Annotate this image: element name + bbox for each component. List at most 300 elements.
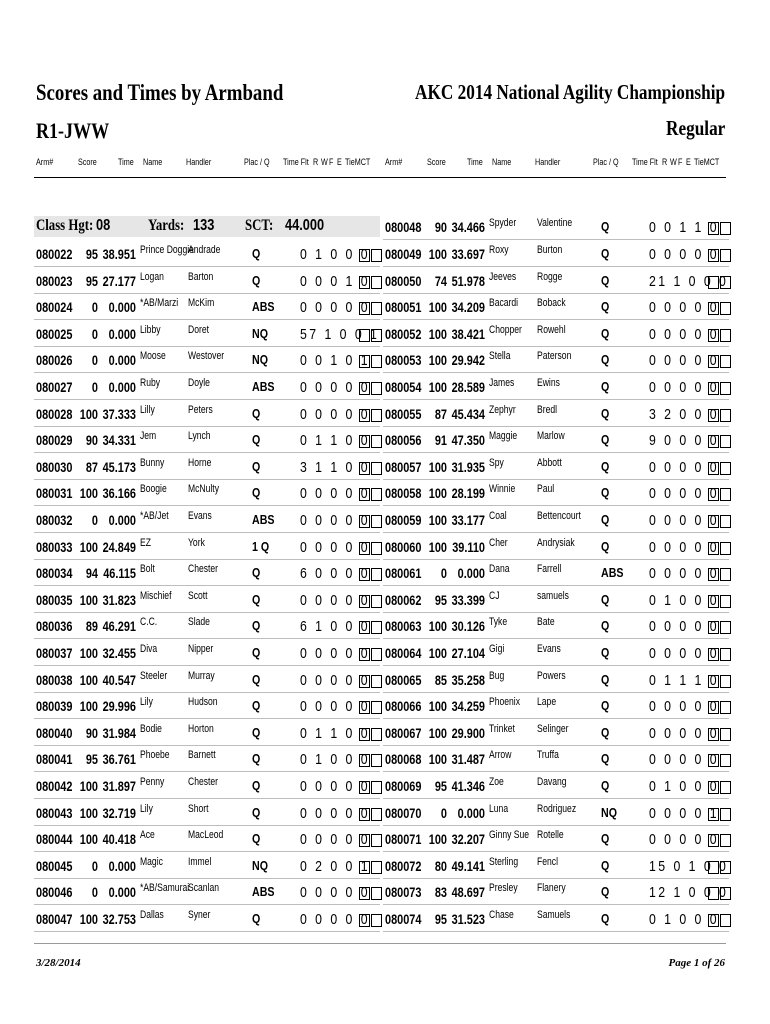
- tie-checkboxes: [358, 461, 382, 479]
- table-row: [34, 374, 380, 400]
- armband-number: 080065: [385, 671, 422, 688]
- handler-name: Valentine: [537, 217, 573, 230]
- score: 90: [434, 219, 447, 236]
- tie-checkboxes: [358, 487, 382, 505]
- table-row: [34, 800, 380, 826]
- fault-counts: 0 0 0 0 0: [300, 485, 371, 503]
- score: 100: [79, 538, 98, 555]
- column-header: Arm#: [385, 157, 403, 167]
- run-time: 29.900: [451, 724, 485, 741]
- fault-counts: 0 0 0 0 0: [649, 325, 720, 343]
- column-header: F: [678, 157, 683, 167]
- armband-number: 080063: [385, 618, 422, 635]
- placement-q: Q: [252, 618, 261, 634]
- score: 100: [428, 379, 447, 395]
- armband-number: 080042: [36, 778, 73, 794]
- fault-counts: 0 0 0 0 0: [649, 645, 720, 662]
- fault-counts: 0 0 0 0 0: [300, 645, 371, 662]
- dog-name: Arrow: [489, 749, 512, 762]
- score: 87: [434, 405, 447, 422]
- score: 95: [434, 778, 447, 794]
- tie-checkboxes: [707, 674, 731, 692]
- handler-name: Doret: [188, 323, 209, 336]
- run-time: 39.110: [452, 538, 485, 555]
- tie-checkboxes: [707, 886, 731, 904]
- tie-checkboxes: [358, 727, 382, 745]
- placement-q: Q: [601, 458, 610, 474]
- fault-counts: 0 0 0 0 0: [300, 538, 371, 556]
- tie-checkboxes: [707, 301, 731, 319]
- score: 100: [79, 591, 98, 608]
- run-time: 40.547: [102, 671, 136, 688]
- armband-number: 080049: [385, 246, 422, 262]
- run-time: 28.199: [451, 485, 485, 502]
- table-row: [383, 294, 729, 320]
- fault-counts: 0 0 0 0 0: [649, 831, 720, 849]
- dog-name: Bacardi: [489, 297, 519, 310]
- score: 0: [91, 512, 98, 528]
- armband-number: 080044: [36, 831, 73, 848]
- dog-name: Bunny: [140, 456, 165, 469]
- run-time: 0.000: [108, 857, 136, 874]
- handler-name: Chester: [188, 776, 219, 788]
- armband-number: 080031: [36, 485, 73, 502]
- column-header: Arm#: [36, 157, 54, 167]
- handler-name: Boback: [537, 297, 566, 310]
- armband-number: 080053: [385, 352, 422, 369]
- run-time: 32.753: [102, 911, 136, 927]
- score: 100: [79, 778, 98, 794]
- handler-name: Powers: [537, 669, 566, 682]
- table-row: [34, 427, 380, 453]
- run-time: 31.935: [451, 458, 485, 475]
- run-time: 51.978: [451, 272, 485, 289]
- armband-number: 080059: [385, 512, 422, 528]
- dog-name: CJ: [489, 589, 500, 602]
- run-time: 27.104: [451, 645, 485, 661]
- column-header: W: [321, 157, 328, 167]
- run-time: 0.000: [108, 884, 136, 901]
- handler-name: McKim: [188, 297, 215, 310]
- handler-name: Peters: [188, 403, 213, 416]
- score: 100: [428, 645, 447, 661]
- table-row: [383, 427, 729, 453]
- column-header: Name: [143, 157, 163, 167]
- table-row: [34, 613, 380, 639]
- armband-number: 080055: [385, 405, 422, 422]
- table-row: [34, 321, 380, 347]
- armband-number: 080062: [385, 591, 422, 608]
- tie-checkboxes: [358, 753, 382, 771]
- placement-q: Q: [601, 512, 610, 527]
- dog-name: Jem: [140, 430, 157, 443]
- tie-checkboxes: [707, 567, 731, 585]
- fault-counts: 0 0 0 0 0: [649, 299, 720, 317]
- fault-counts: 0 0 0 0 0: [300, 591, 371, 609]
- fault-counts: 0 0 0 0 0: [300, 911, 371, 928]
- table-row: [383, 773, 729, 799]
- handler-name: Abbott: [537, 456, 562, 469]
- dog-name: Lily: [140, 802, 153, 815]
- placement-q: ABS: [252, 379, 275, 394]
- table-row: [383, 720, 729, 746]
- placement-q: Q: [601, 751, 610, 767]
- armband-number: 080038: [36, 671, 73, 688]
- dog-name: Spy: [489, 456, 504, 469]
- score: 100: [428, 512, 447, 528]
- armband-number: 080032: [36, 512, 73, 528]
- run-time: 33.177: [451, 512, 485, 528]
- dog-name: Lilly: [140, 403, 155, 416]
- run-time: 24.849: [102, 538, 136, 555]
- run-time: 33.697: [451, 246, 485, 262]
- run-time: 29.996: [102, 698, 136, 715]
- fault-counts: 0 0 0 0 0: [300, 884, 371, 902]
- tie-checkboxes: [358, 780, 382, 798]
- score: 94: [85, 565, 98, 582]
- armband-number: 080058: [385, 485, 422, 502]
- placement-q: 1 Q: [252, 538, 270, 554]
- score: 100: [79, 645, 98, 661]
- header-divider: [34, 177, 726, 178]
- run-time: 34.209: [451, 299, 485, 316]
- dog-name: *AB/Samurai: [140, 882, 190, 895]
- run-time: 0.000: [108, 299, 136, 316]
- placement-q: Q: [601, 299, 610, 315]
- dog-name: Bodie: [140, 722, 162, 735]
- placement-q: Q: [601, 831, 610, 847]
- column-header: Score: [427, 157, 446, 167]
- score: 85: [434, 671, 447, 688]
- fault-counts: 0 0 0 0 0: [300, 299, 371, 317]
- column-header: Time: [118, 157, 134, 167]
- column-header: E: [337, 157, 342, 167]
- score: 100: [428, 246, 447, 262]
- score: 90: [85, 432, 98, 449]
- score: 0: [91, 884, 98, 901]
- score: 90: [85, 724, 98, 741]
- placement-q: Q: [252, 432, 261, 448]
- run-time: 0.000: [457, 804, 485, 821]
- score: 100: [428, 751, 447, 768]
- run-time: 31.523: [451, 911, 485, 927]
- table-row: [383, 374, 729, 400]
- handler-name: Selinger: [537, 722, 569, 735]
- fault-counts: 15 0 1 0 0: [649, 857, 729, 875]
- class-height-value: 08: [96, 217, 111, 234]
- fault-counts: 3 2 0 0 0: [649, 405, 720, 423]
- tie-checkboxes: [358, 700, 382, 718]
- table-row: [383, 879, 729, 905]
- placement-q: Q: [601, 857, 610, 873]
- tie-checkboxes: [707, 514, 731, 532]
- handler-name: Flanery: [537, 882, 566, 895]
- table-row: [383, 268, 729, 294]
- table-row: [383, 613, 729, 639]
- tie-checkboxes: [358, 381, 382, 399]
- placement-q: Q: [601, 219, 610, 235]
- placement-q: Q: [601, 325, 610, 341]
- tie-checkboxes: [707, 807, 731, 825]
- dog-name: *AB/Jet: [140, 510, 169, 522]
- armband-number: 080045: [36, 857, 73, 874]
- placement-q: Q: [252, 405, 261, 421]
- armband-number: 080039: [36, 698, 73, 715]
- table-row: [34, 294, 380, 320]
- column-header: TieMCT: [694, 157, 720, 167]
- table-row: [383, 853, 729, 879]
- run-time: 29.942: [451, 352, 485, 369]
- run-time: 34.331: [102, 432, 136, 449]
- table-row: [34, 534, 380, 560]
- run-time: 35.258: [451, 671, 485, 688]
- handler-name: Short: [188, 802, 209, 815]
- tie-checkboxes: [358, 913, 382, 931]
- run-time: 45.434: [451, 405, 485, 422]
- run-time: 46.291: [102, 618, 136, 635]
- tie-checkboxes: [358, 833, 382, 851]
- column-header: Handler: [186, 157, 212, 167]
- armband-number: 080066: [385, 698, 422, 715]
- table-row: [34, 773, 380, 799]
- dog-name: Steeler: [140, 669, 168, 682]
- table-row: [34, 560, 380, 586]
- fault-counts: 0 0 0 0 0: [300, 405, 371, 423]
- score: 100: [428, 724, 447, 741]
- handler-name: Farrell: [537, 563, 562, 576]
- placement-q: Q: [601, 352, 610, 368]
- column-header: TieMCT: [345, 157, 371, 167]
- dog-name: Gigi: [489, 643, 505, 655]
- table-row: [383, 241, 729, 267]
- tie-checkboxes: [707, 594, 731, 612]
- table-row: [383, 746, 729, 772]
- dog-name: Spyder: [489, 217, 517, 230]
- run-time: 31.897: [102, 778, 136, 794]
- dog-name: Zoe: [489, 776, 504, 788]
- placement-q: Q: [601, 272, 610, 288]
- fault-counts: 0 0 0 0 0: [649, 698, 720, 716]
- fault-counts: 0 0 0 1 0: [300, 272, 371, 290]
- run-time: 0.000: [108, 352, 136, 369]
- sct-value: 44.000: [285, 217, 325, 234]
- class-code: R1-JWW: [36, 118, 110, 143]
- score: 95: [85, 751, 98, 768]
- handler-name: Lynch: [188, 430, 211, 443]
- armband-number: 080070: [385, 804, 422, 821]
- tie-checkboxes: [707, 541, 731, 559]
- fault-counts: 0 1 0 0 0: [649, 911, 720, 928]
- score: 0: [91, 299, 98, 316]
- placement-q: Q: [601, 538, 610, 554]
- score: 100: [79, 804, 98, 821]
- table-row: [383, 693, 729, 719]
- handler-name: Immel: [188, 855, 212, 868]
- run-time: 40.418: [102, 831, 136, 848]
- column-header: Handler: [535, 157, 561, 167]
- score: 100: [428, 538, 447, 555]
- dog-name: Bolt: [140, 563, 155, 576]
- handler-name: Burton: [537, 244, 563, 256]
- yards-value: 133: [193, 217, 215, 234]
- table-row: [34, 879, 380, 905]
- table-row: [383, 587, 729, 613]
- dog-name: Dallas: [140, 909, 164, 921]
- table-row: [34, 454, 380, 480]
- score: 100: [428, 458, 447, 475]
- fault-counts: 0 1 0 0 0: [649, 591, 720, 609]
- tie-checkboxes: [707, 408, 731, 426]
- run-time: 49.141: [451, 857, 485, 874]
- handler-name: Barton: [188, 270, 214, 283]
- placement-q: Q: [252, 671, 261, 687]
- score: 100: [428, 485, 447, 502]
- table-row: [383, 560, 729, 586]
- table-row: [34, 746, 380, 772]
- dog-name: Winnie: [489, 483, 516, 496]
- run-time: 38.951: [102, 246, 136, 262]
- armband-number: 080047: [36, 911, 73, 927]
- armband-number: 080033: [36, 538, 73, 555]
- tie-checkboxes: [358, 514, 382, 532]
- run-time: 32.719: [102, 804, 136, 821]
- table-row: [383, 534, 729, 560]
- tie-checkboxes: [358, 567, 382, 585]
- armband-number: 080060: [385, 538, 422, 555]
- handler-name: Marlow: [537, 430, 565, 443]
- dog-name: EZ: [140, 536, 151, 549]
- placement-q: Q: [252, 645, 261, 660]
- score: 100: [79, 405, 98, 422]
- placement-q: Q: [601, 591, 610, 607]
- fault-counts: 0 0 0 0 0: [649, 352, 720, 370]
- fault-counts: 0 0 0 0 0: [300, 379, 371, 396]
- tie-checkboxes: [707, 913, 731, 931]
- armband-number: 080034: [36, 565, 73, 582]
- armband-number: 080029: [36, 432, 73, 449]
- column-header: R: [313, 157, 319, 167]
- dog-name: Cher: [489, 536, 508, 549]
- dog-name: Ginny Sue: [489, 829, 530, 842]
- run-time: 31.823: [102, 591, 136, 608]
- fault-counts: 0 2 0 0 1: [300, 857, 371, 875]
- dog-name: Maggie: [489, 430, 518, 443]
- placement-q: ABS: [601, 565, 624, 581]
- placement-q: Q: [601, 671, 610, 687]
- handler-name: Hudson: [188, 696, 218, 709]
- handler-name: Westover: [188, 350, 225, 363]
- handler-name: Fencl: [537, 855, 558, 868]
- tie-checkboxes: [707, 221, 731, 239]
- dog-name: Phoenix: [489, 696, 521, 709]
- dog-name: Zephyr: [489, 403, 516, 416]
- fault-counts: 0 0 0 0 0: [649, 246, 720, 263]
- tie-checkboxes: [707, 461, 731, 479]
- armband-number: 080023: [36, 272, 73, 289]
- yards-label: Yards:: [148, 217, 185, 234]
- placement-q: Q: [601, 618, 610, 634]
- placement-q: Q: [252, 458, 261, 474]
- table-row: [34, 401, 380, 427]
- armband-number: 080067: [385, 724, 422, 741]
- column-header: Name: [492, 157, 512, 167]
- tie-checkboxes: [358, 328, 382, 346]
- column-header: Plac / Q: [593, 157, 619, 167]
- tie-checkboxes: [358, 860, 382, 878]
- table-row: [383, 906, 729, 932]
- dog-name: Presley: [489, 882, 518, 895]
- dog-name: Phoebe: [140, 749, 170, 762]
- handler-name: Slade: [188, 616, 210, 629]
- dog-name: Tyke: [489, 616, 508, 629]
- tie-checkboxes: [707, 833, 731, 851]
- tie-checkboxes: [707, 753, 731, 771]
- placement-q: Q: [252, 831, 261, 847]
- fault-counts: 0 0 0 0 0: [300, 831, 371, 849]
- dog-name: Penny: [140, 776, 165, 788]
- score: 100: [428, 698, 447, 715]
- tie-checkboxes: [358, 301, 382, 319]
- handler-name: Davang: [537, 776, 567, 788]
- handler-name: Bredl: [537, 403, 558, 416]
- tie-checkboxes: [707, 860, 731, 878]
- score: 0: [91, 857, 98, 874]
- run-time: 34.466: [451, 219, 485, 236]
- placement-q: NQ: [252, 352, 268, 368]
- tie-checkboxes: [358, 275, 382, 293]
- fault-counts: 0 0 0 0 0: [649, 751, 720, 769]
- handler-name: Horton: [188, 722, 214, 735]
- handler-name: York: [188, 536, 205, 549]
- fault-counts: 0 1 1 1 0: [649, 671, 720, 689]
- tie-checkboxes: [358, 541, 382, 559]
- armband-number: 080028: [36, 405, 73, 422]
- armband-number: 080030: [36, 458, 73, 475]
- placement-q: Q: [601, 379, 610, 394]
- dog-name: Diva: [140, 643, 158, 655]
- row-divider: [34, 931, 380, 932]
- dog-name: C.C.: [140, 616, 158, 629]
- dog-name: *AB/Marzi: [140, 297, 179, 310]
- placement-q: ABS: [252, 512, 275, 527]
- armband-number: 080050: [385, 272, 422, 289]
- score: 0: [440, 565, 447, 582]
- score: 100: [79, 831, 98, 848]
- table-row: [34, 667, 380, 693]
- placement-q: ABS: [252, 299, 275, 315]
- tie-checkboxes: [707, 381, 731, 399]
- armband-number: 080057: [385, 458, 422, 475]
- score: 100: [428, 325, 447, 342]
- handler-name: Evans: [537, 643, 561, 655]
- fault-counts: 6 0 0 0 0: [300, 565, 371, 583]
- column-header: Time Flt: [283, 157, 309, 167]
- fault-counts: 0 0 0 0 1: [649, 804, 720, 822]
- tie-checkboxes: [358, 248, 382, 266]
- placement-q: Q: [601, 698, 610, 714]
- tie-checkboxes: [358, 354, 382, 372]
- armband-number: 080022: [36, 246, 73, 262]
- dog-name: Chopper: [489, 323, 522, 336]
- handler-name: Rodriguez: [537, 802, 577, 815]
- run-time: 0.000: [108, 379, 136, 395]
- fault-counts: 0 0 0 0 0: [300, 698, 371, 716]
- score: 100: [428, 352, 447, 369]
- event-title: AKC 2014 National Agility Championship: [414, 80, 725, 104]
- run-time: 31.984: [102, 724, 136, 741]
- armband-number: 080036: [36, 618, 73, 635]
- table-row: [34, 480, 380, 506]
